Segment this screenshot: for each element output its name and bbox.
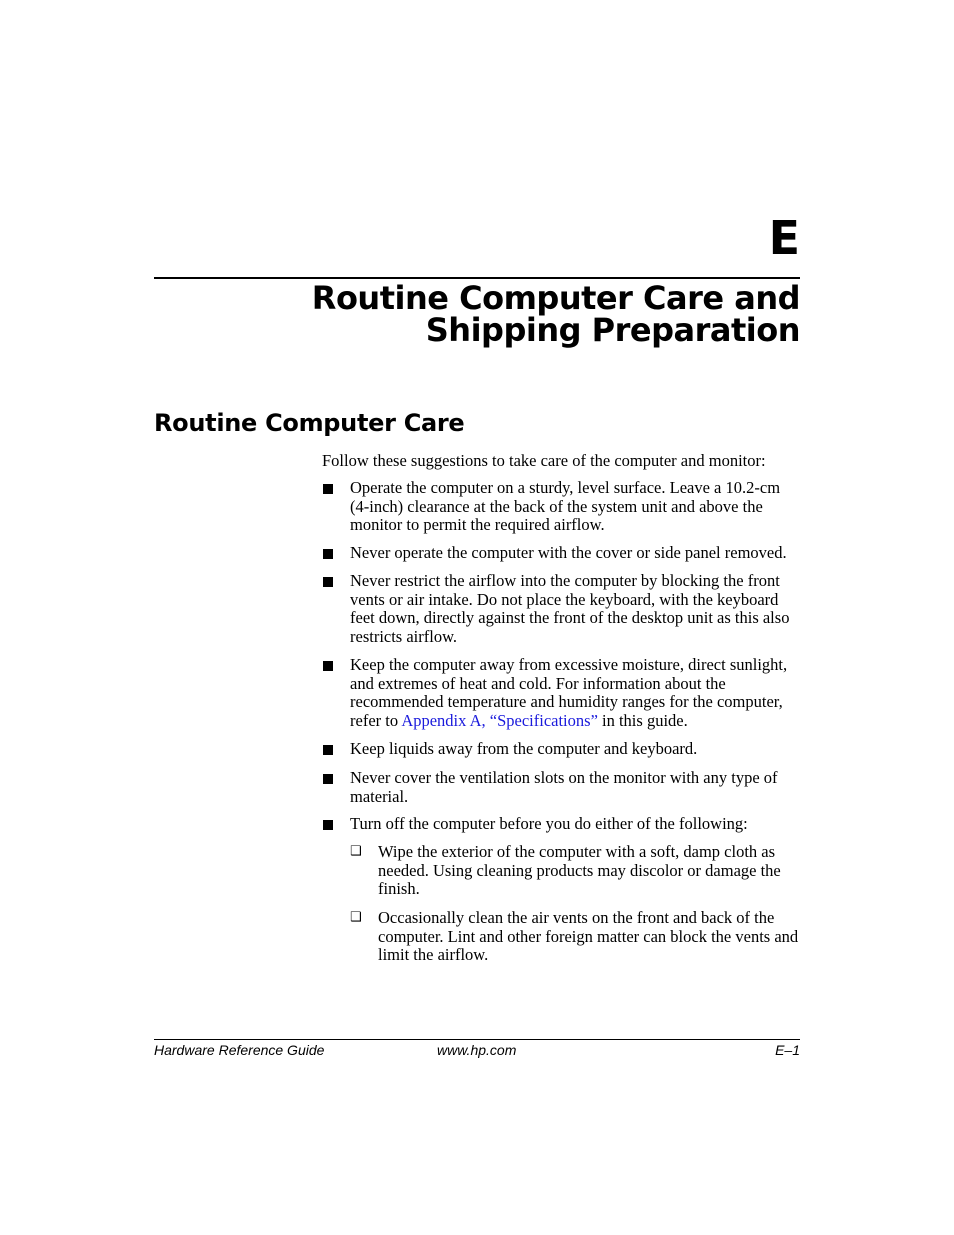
list-item (322, 656, 802, 731)
footer-page-number: E–1 (775, 1042, 800, 1058)
sub-list-item (350, 843, 802, 899)
list-item (322, 479, 802, 535)
list-item-text: Never restrict the airflow into the computer by blocking the front vents or air intake. Do not place the keyboard, with the keyboard feet down, directly against the front of the desktop unit as this also restricts airflow. (350, 571, 790, 647)
section-heading: Routine Computer Care (154, 409, 465, 437)
list-item-text: Operate the computer on a sturdy, level surface. Leave a 10.2-cm (4-inch) clearance at the back of the system unit and above the monitor to permit the required airflow. (350, 478, 781, 535)
list-item (322, 815, 802, 834)
square-bullet-icon (323, 661, 333, 671)
checkbox-bullet-icon: ❑ (350, 844, 362, 859)
list-item-text-before: Keep the computer away from excessive moisture, direct sunlight, and extremes of heat and cold. For information about the recommended temperature and humidity ranges for the computer, refer to (350, 655, 788, 731)
list-item (322, 740, 802, 759)
chapter-title-line1: Routine Computer Care and (311, 279, 800, 317)
list-item-text: Never cover the ventilation slots on the monitor with any type of material. (350, 768, 778, 806)
list-item-text-after: in this guide. (597, 711, 688, 731)
list-item-text: Turn off the computer before you do either of the following: (350, 814, 748, 833)
list-item-text: Never operate the computer with the cover or side panel removed. (350, 543, 787, 562)
list-item (322, 769, 802, 806)
sub-list-item (350, 909, 802, 965)
square-bullet-icon (323, 774, 333, 784)
square-bullet-icon (323, 820, 333, 830)
square-bullet-icon (323, 745, 333, 755)
intro-paragraph: Follow these suggestions to take care of the computer and monitor: (322, 451, 766, 470)
footer-website: www.hp.com (437, 1042, 517, 1058)
square-bullet-icon (323, 484, 333, 494)
square-bullet-icon (323, 549, 333, 559)
footer-guide-title: Hardware Reference Guide (154, 1042, 325, 1058)
list-item (322, 572, 802, 647)
list-item-text (350, 656, 802, 731)
sub-list-item-text: Wipe the exterior of the computer with a soft, damp cloth as needed. Using cleaning products may discolor or damage the finish. (378, 842, 781, 899)
chapter-title-line2: Shipping Preparation (425, 311, 800, 349)
chapter-title (200, 279, 800, 349)
checkbox-bullet-icon: ❑ (350, 910, 362, 925)
appendix-a-link[interactable]: Appendix A, “Specifications” (401, 711, 598, 731)
sub-list-item-text: Occasionally clean the air vents on the front and back of the computer. Lint and other foreign matter can block the vents and limit the airflow. (378, 908, 799, 965)
list-item-text: Keep liquids away from the computer and keyboard. (350, 739, 698, 758)
chapter-letter: E (768, 211, 800, 265)
list-item (322, 544, 802, 563)
footer-rule (154, 1039, 800, 1040)
square-bullet-icon (323, 577, 333, 587)
